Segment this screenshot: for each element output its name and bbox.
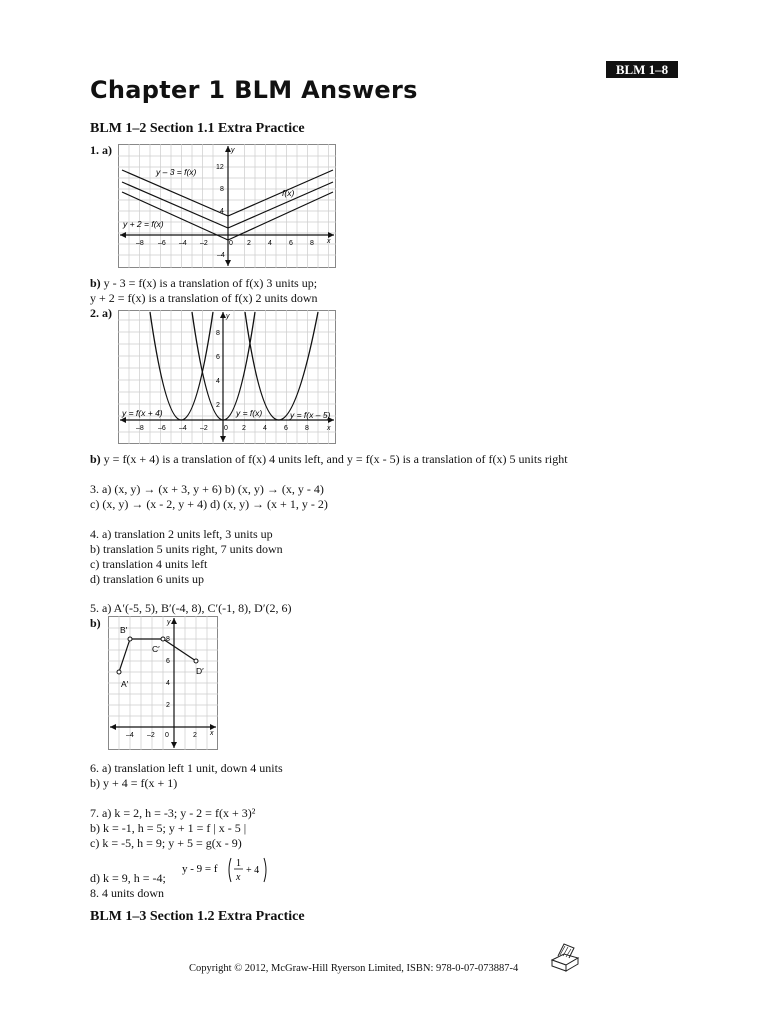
svg-text:x: x	[327, 238, 331, 245]
svg-text:0: 0	[165, 732, 169, 739]
svg-text:A′: A′	[121, 679, 129, 689]
svg-text:–2: –2	[147, 732, 155, 739]
q5-a: 5. a) A′(-5, 5), B′(-4, 8), C′(-1, 8), D′(2, 6)	[90, 601, 292, 615]
page-title: Chapter 1 BLM Answers	[90, 76, 418, 104]
q5-point-d	[194, 659, 198, 663]
svg-text:2: 2	[166, 702, 170, 709]
svg-text:–4: –4	[126, 732, 134, 739]
q1-label-top: y – 3 = f(x)	[156, 167, 197, 177]
svg-text:2: 2	[216, 402, 220, 409]
q2-label: 2. a)	[90, 306, 112, 320]
svg-text:B′: B′	[120, 625, 128, 635]
svg-text:4: 4	[166, 680, 170, 687]
svg-text:8: 8	[305, 425, 309, 432]
svg-text:2: 2	[242, 425, 246, 432]
svg-text:8: 8	[310, 240, 314, 247]
q4-a: 4. a) translation 2 units left, 3 units up	[90, 527, 273, 541]
q1-x-ticks	[136, 238, 331, 247]
svg-text:x: x	[236, 872, 241, 883]
svg-text:–6: –6	[158, 240, 166, 247]
q5-x-ticks	[126, 730, 214, 739]
q1-label-mid: f(x)	[282, 188, 295, 198]
q2-label-right: y = f(x – 5)	[290, 410, 331, 420]
svg-text:x: x	[327, 425, 331, 432]
svg-text:6: 6	[289, 240, 293, 247]
q1-b-line2: y + 2 = f(x) is a translation of f(x) 2 units down	[90, 291, 318, 305]
svg-text:6: 6	[166, 658, 170, 665]
svg-text:x: x	[210, 730, 214, 737]
q1-graph	[118, 144, 336, 273]
svg-text:+ 4: + 4	[246, 865, 260, 876]
q2-label-left: y = f(x + 4)	[122, 408, 163, 418]
svg-text:6: 6	[216, 354, 220, 361]
svg-text:–8: –8	[136, 240, 144, 247]
svg-text:y: y	[167, 619, 171, 626]
svg-text:8: 8	[216, 330, 220, 337]
q7-c: c) k = -5, h = 9; y + 5 = g(x - 9)	[90, 836, 242, 850]
blm-tag: BLM 1–8	[606, 61, 678, 78]
q6-b: b) y + 4 = f(x + 1)	[90, 776, 178, 790]
q1-b-line1: b) y - 3 = f(x) is a translation of f(x) 3 units up;	[90, 276, 318, 290]
svg-text:y: y	[231, 147, 235, 154]
q5-point-c	[161, 637, 165, 641]
q2-b-text: b) y = f(x + 4) is a translation of f(x) 4 units left, and y = f(x - 5) is a translation of f(x) 5 units right	[90, 452, 568, 466]
q7-b: b) k = -1, h = 5; y + 1 = f | x - 5 |	[90, 821, 247, 835]
svg-text:–4: –4	[179, 240, 187, 247]
q4-b: b) translation 5 units right, 7 units down	[90, 542, 283, 556]
q5-point-b	[128, 637, 132, 641]
svg-text:1: 1	[236, 858, 241, 869]
svg-text:–6: –6	[158, 425, 166, 432]
svg-text:C′: C′	[152, 644, 160, 654]
q3-line1: 3. a) (x, y) → (x + 3, y + 6) b) (x, y) → (x, y - 4)	[90, 482, 324, 496]
q3-line2: c) (x, y) → (x - 2, y + 4) d) (x, y) → (x + 1, y - 2)	[90, 497, 328, 511]
svg-text:–2: –2	[200, 425, 208, 432]
svg-text:0: 0	[229, 240, 233, 247]
svg-text:6: 6	[284, 425, 288, 432]
q1-label: 1. a)	[90, 143, 112, 157]
q7-a: 7. a) k = 2, h = -3; y - 2 = f(x + 3)²	[90, 806, 256, 820]
svg-text:4: 4	[268, 240, 272, 247]
svg-text:0: 0	[224, 425, 228, 432]
q7-d-equation	[182, 855, 272, 888]
svg-text:2: 2	[247, 240, 251, 247]
svg-text:y - 9 = f: y - 9 = f	[182, 863, 218, 875]
copyright: Copyright © 2012, McGraw-Hill Ryerson Limited, ISBN: 978-0-07-073887-4	[189, 963, 519, 974]
q5-y-ticks	[166, 619, 171, 709]
q1-label-bot: y + 2 = f(x)	[123, 219, 164, 229]
svg-text:4: 4	[263, 425, 267, 432]
q2-graph	[118, 310, 336, 449]
svg-text:8: 8	[166, 636, 170, 643]
book-logo-icon	[548, 940, 582, 979]
svg-text:y: y	[226, 313, 230, 320]
q4-c: c) translation 4 units left	[90, 557, 208, 571]
svg-text:4: 4	[216, 378, 220, 385]
q8: 8. 4 units down	[90, 886, 165, 900]
q7-d: d) k = 9, h = -4;	[90, 871, 166, 885]
svg-text:2: 2	[193, 732, 197, 739]
q5-point-a	[117, 670, 121, 674]
q2-x-ticks	[136, 425, 331, 432]
q5-graph	[108, 616, 218, 755]
q6-a: 6. a) translation left 1 unit, down 4 units	[90, 761, 283, 775]
svg-text:–2: –2	[200, 240, 208, 247]
svg-text:12: 12	[216, 164, 224, 171]
q4-d: d) translation 6 units up	[90, 572, 204, 586]
svg-text:–8: –8	[136, 425, 144, 432]
svg-text:–4: –4	[179, 425, 187, 432]
svg-text:8: 8	[220, 186, 224, 193]
section-heading-1-2: BLM 1–2 Section 1.1 Extra Practice	[90, 121, 305, 136]
q5-b-label: b)	[90, 616, 101, 630]
svg-text:D′: D′	[196, 666, 204, 676]
q2-label-mid: y = f(x)	[236, 408, 263, 418]
svg-text:4: 4	[220, 208, 224, 215]
section-heading-1-3: BLM 1–3 Section 1.2 Extra Practice	[90, 909, 305, 924]
svg-text:–4: –4	[217, 252, 225, 259]
